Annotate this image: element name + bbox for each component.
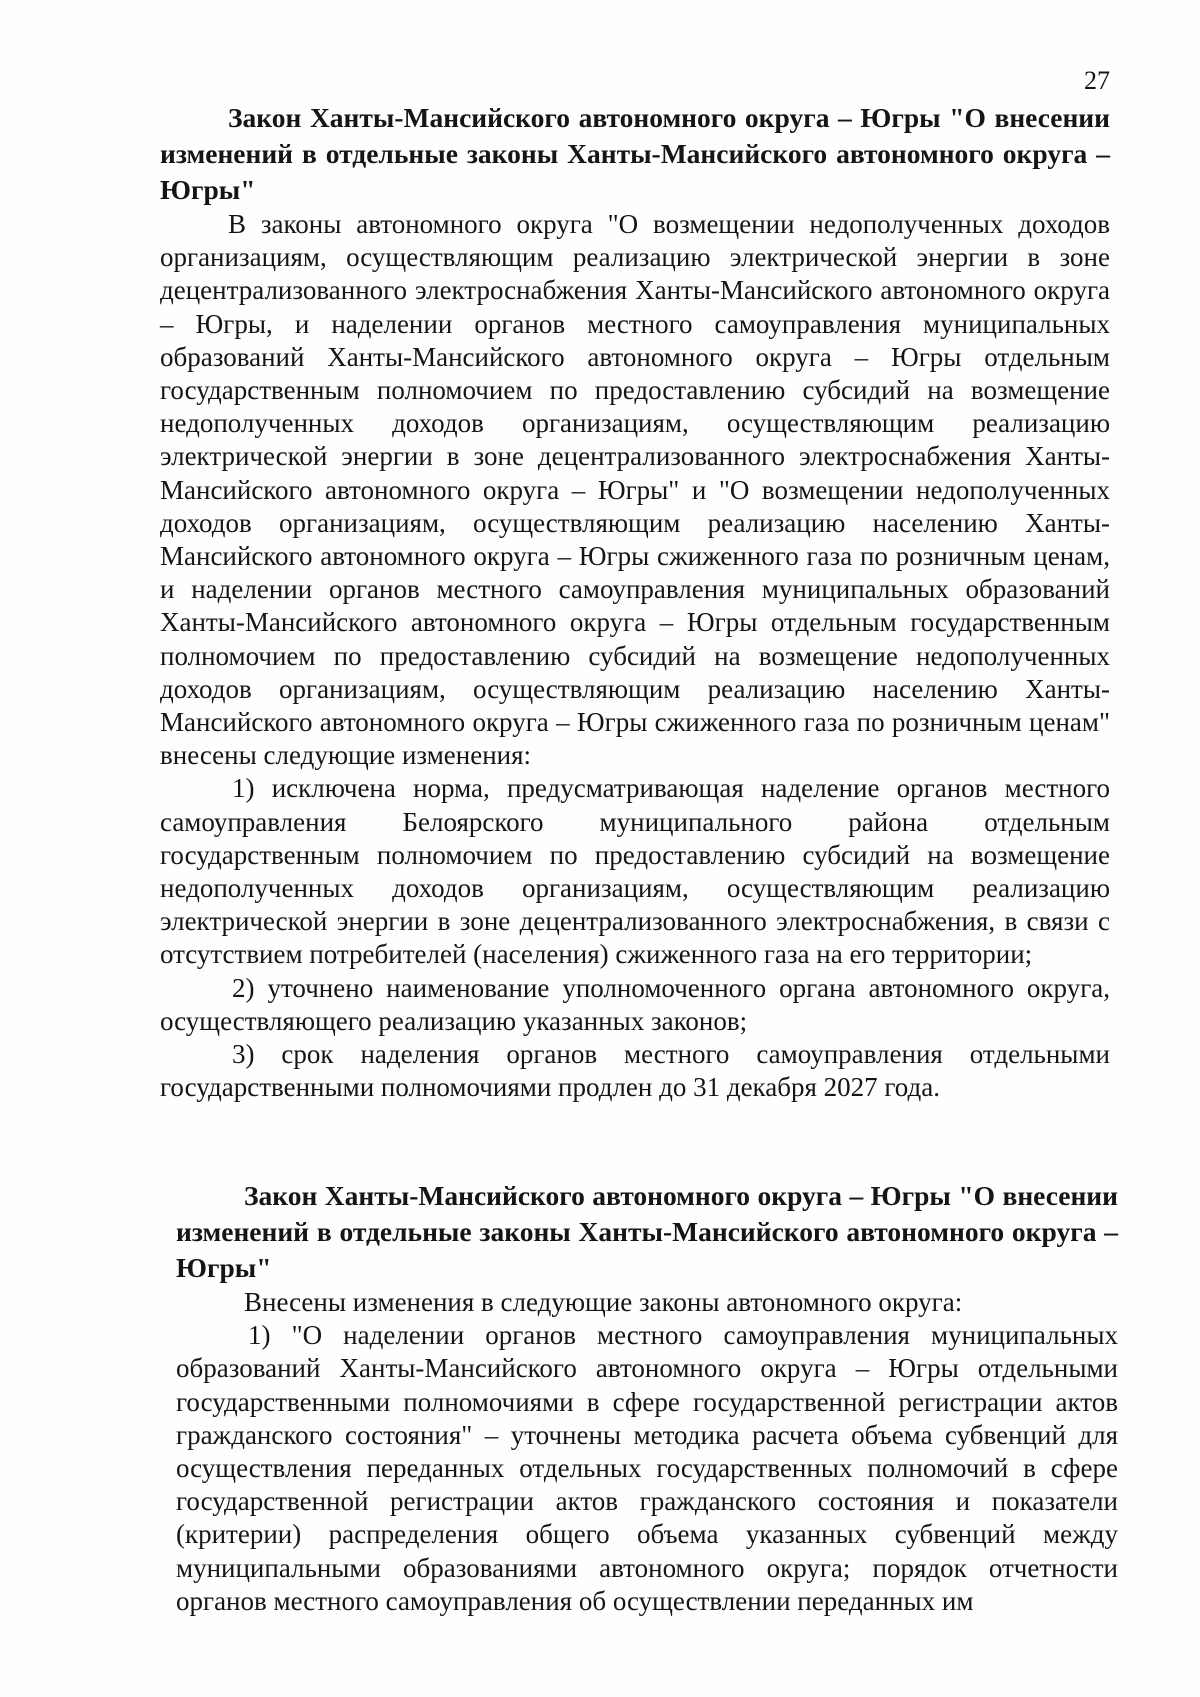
law-heading — [176, 1178, 1118, 1286]
list-item: 1) "О наделении органов местного самоуправления муниципальных образований Ханты-Мансийского автономного округа – Югры отдельными государственными полномочиями в сфере государственной регистрации актов гражданского состояния" – уточнены методика расчета объема субвенций для осуществления переданных отдельных государственных полномочий в сфере государственной регистрации актов гражданского состояния и показатели (критерии) распределения общего объема указанных субвенций между муниципальными образованиями автономного округа; порядок отчетности органов местного самоуправления об осуществлении переданных им — [176, 1320, 1118, 1616]
intro-paragraph: Внесены изменения в следующие законы автономного округа: — [244, 1287, 963, 1317]
law-heading-text: Закон Ханты-Мансийского автономного округа – Югры "О внесении изменений в отдельные законы Ханты-Мансийского автономного округа – Югры" — [160, 102, 1110, 205]
list-item: 2) уточнено наименование уполномоченного органа автономного округа, осуществляющего реализацию указанных законов; — [160, 972, 1110, 1036]
intro-paragraph: В законы автономного округа "О возмещении недополученных доходов организациям, осуществляющим реализацию электрической энергии в зоне децентрализованного электроснабжения Ханты-Мансийского автономного округа – Югры, и наделении органов местного самоуправления муниципальных образований Ханты-Мансийского автономного округа – Югры отдельным государственным полномочием по предоставлению субсидий на возмещение недополученных доходов организациям, осуществляющим реализацию электрической энергии в зоне децентрализованного электроснабжения Ханты-Мансийского автономного округа – Югры" и "О возмещении недополученных доходов организациям, осуществляющим реализацию населению Ханты-Мансийского автономного округа – Югры сжиженного газа по розничным ценам, и наделении органов местного самоуправления муниципальных образований Ханты-Мансийского автономного округа – Югры отдельным государственным полномочием по предоставлению субсидий на возмещение недополученных доходов организациям, осуществляющим реализацию населению Ханты-Мансийского автономного округа – Югры сжиженного газа по розничным ценам" внесены следующие изменения: — [160, 209, 1110, 771]
law-heading-text: Закон Ханты-Мансийского автономного округа – Югры "О внесении изменений в отдельные законы Ханты-Мансийского автономного округа – Югры" — [176, 1180, 1118, 1283]
law-section-1 — [160, 100, 1110, 1104]
list-item: 3) срок наделения органов местного самоуправления отдельными государственными полномочиями продлен до 31 декабря 2027 года. — [160, 1039, 1110, 1103]
page-number: 27 — [1084, 66, 1110, 95]
law-section-2 — [176, 1178, 1118, 1618]
list-item: 1) исключена норма, предусматривающая наделение органов местного самоуправления Белоярского муниципального района отдельным государственным полномочием по предоставлению субсидий на возмещение недополученных доходов организациям, осуществляющим реализацию электрической энергии в зоне децентрализованного электроснабжения, в связи с отсутствием потребителей (населения) сжиженного газа на его территории; — [160, 773, 1110, 970]
law-heading — [160, 100, 1110, 208]
